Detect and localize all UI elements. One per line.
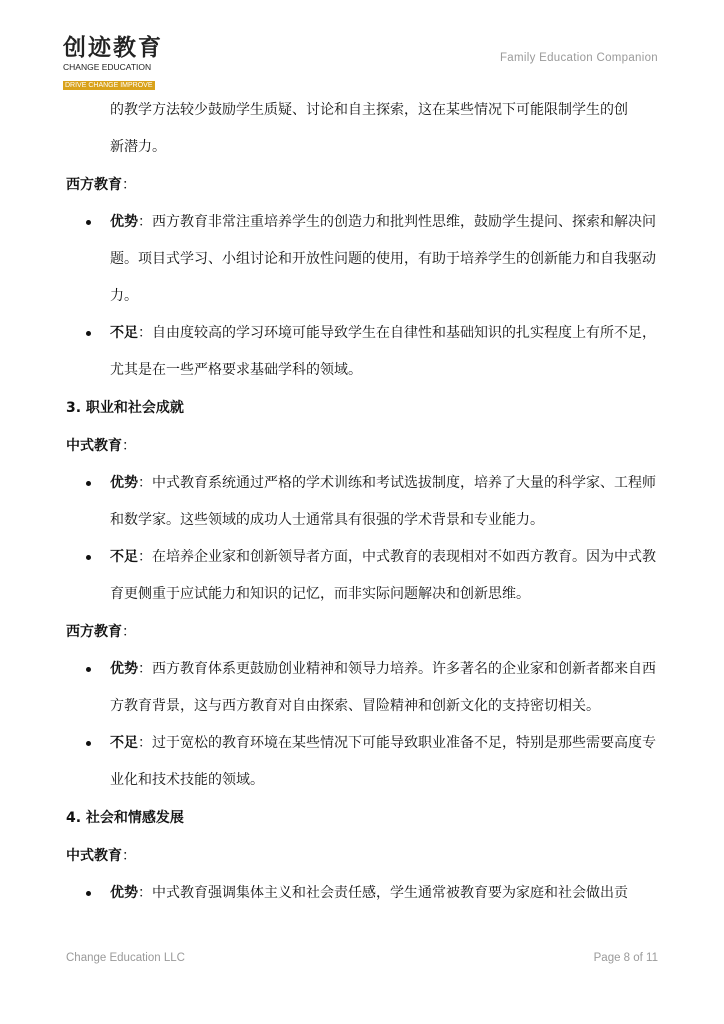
section-3-title: 3. 职业和社会成就 <box>66 400 184 416</box>
shortcoming-text: ：自由度较高的学习环境可能导致学生在自律性和基础知识的扎实程度上有所不足，尤其是在一些严格要求基础学科的领域。 <box>110 325 656 378</box>
bullet-icon <box>86 891 91 896</box>
header-title: Family Education Companion <box>499 52 658 64</box>
footer-company: Change Education LLC <box>66 952 185 964</box>
chinese-heading-section4: 中式教育： <box>66 848 136 864</box>
west-heading-section2: 西方教育： <box>66 177 136 193</box>
logo-english-text: CHANGE EDUCATION <box>63 62 152 72</box>
list-item <box>66 539 658 613</box>
advantage-label: 优势 <box>110 661 138 677</box>
intro-paragraph <box>66 92 658 166</box>
list-item <box>66 204 658 315</box>
shortcoming-text: ：过于宽松的教育环境在某些情况下可能导致职业准备不足，特别是那些需要高度专业化和技术技能的领域。 <box>110 735 656 788</box>
shortcoming-text: ：在培养企业家和创新领导者方面，中式教育的表现相对不如西方教育。因为中式教育更侧重于应试能力和知识的记忆，而非实际问题解决和创新思维。 <box>110 549 656 602</box>
shortcoming-label: 不足 <box>110 549 138 565</box>
bullet-icon <box>86 555 91 560</box>
west-heading-section3: 西方教育： <box>66 624 136 640</box>
advantage-text: ：西方教育体系更鼓励创业精神和领导力培养。许多著名的企业家和创新者都来自西方教育背景，这与西方教育对自由探索、冒险精神和创新文化的支持密切相关。 <box>110 661 656 714</box>
list-item <box>66 875 658 912</box>
section-4-title: 4. 社会和情感发展 <box>66 810 184 826</box>
intro-line-1: 的教学方法较少鼓励学生质疑、讨论和自主探索，这在某些情况下可能限制学生的创 <box>110 102 628 118</box>
document-body <box>66 92 658 912</box>
advantage-label: 优势 <box>110 214 138 230</box>
company-logo <box>63 34 163 91</box>
advantage-label: 优势 <box>110 475 138 491</box>
bullet-icon <box>86 741 91 746</box>
bullet-icon <box>86 667 91 672</box>
intro-line-2: 新潜力。 <box>110 139 166 155</box>
logo-chinese-text: 创迹教育 <box>63 34 163 61</box>
list-item <box>66 465 658 539</box>
list-item <box>66 725 658 799</box>
chinese-heading-section3: 中式教育： <box>66 438 136 454</box>
list-item <box>66 651 658 725</box>
shortcoming-label: 不足 <box>110 325 138 341</box>
advantage-text: ：中式教育系统通过严格的学术训练和考试选拔制度，培养了大量的科学家、工程师和数学家。这些领域的成功人士通常具有很强的学术背景和专业能力。 <box>110 475 656 528</box>
list-item <box>66 315 658 389</box>
shortcoming-label: 不足 <box>110 735 138 751</box>
advantage-text: ：中式教育强调集体主义和社会责任感，学生通常被教育要为家庭和社会做出贡 <box>138 885 628 901</box>
page-header <box>0 0 724 90</box>
advantage-text: ：西方教育非常注重培养学生的创造力和批判性思维，鼓励学生提问、探索和解决问题。项目式学习、小组讨论和开放性问题的使用，有助于培养学生的创新能力和自我驱动力。 <box>110 214 656 304</box>
footer-page-number: Page 8 of 11 <box>593 952 658 964</box>
bullet-icon <box>86 481 91 486</box>
bullet-icon <box>86 331 91 336</box>
logo-tagline: DRIVE CHANGE IMPROVE <box>65 82 153 89</box>
advantage-label: 优势 <box>110 885 138 901</box>
bullet-icon <box>86 220 91 225</box>
